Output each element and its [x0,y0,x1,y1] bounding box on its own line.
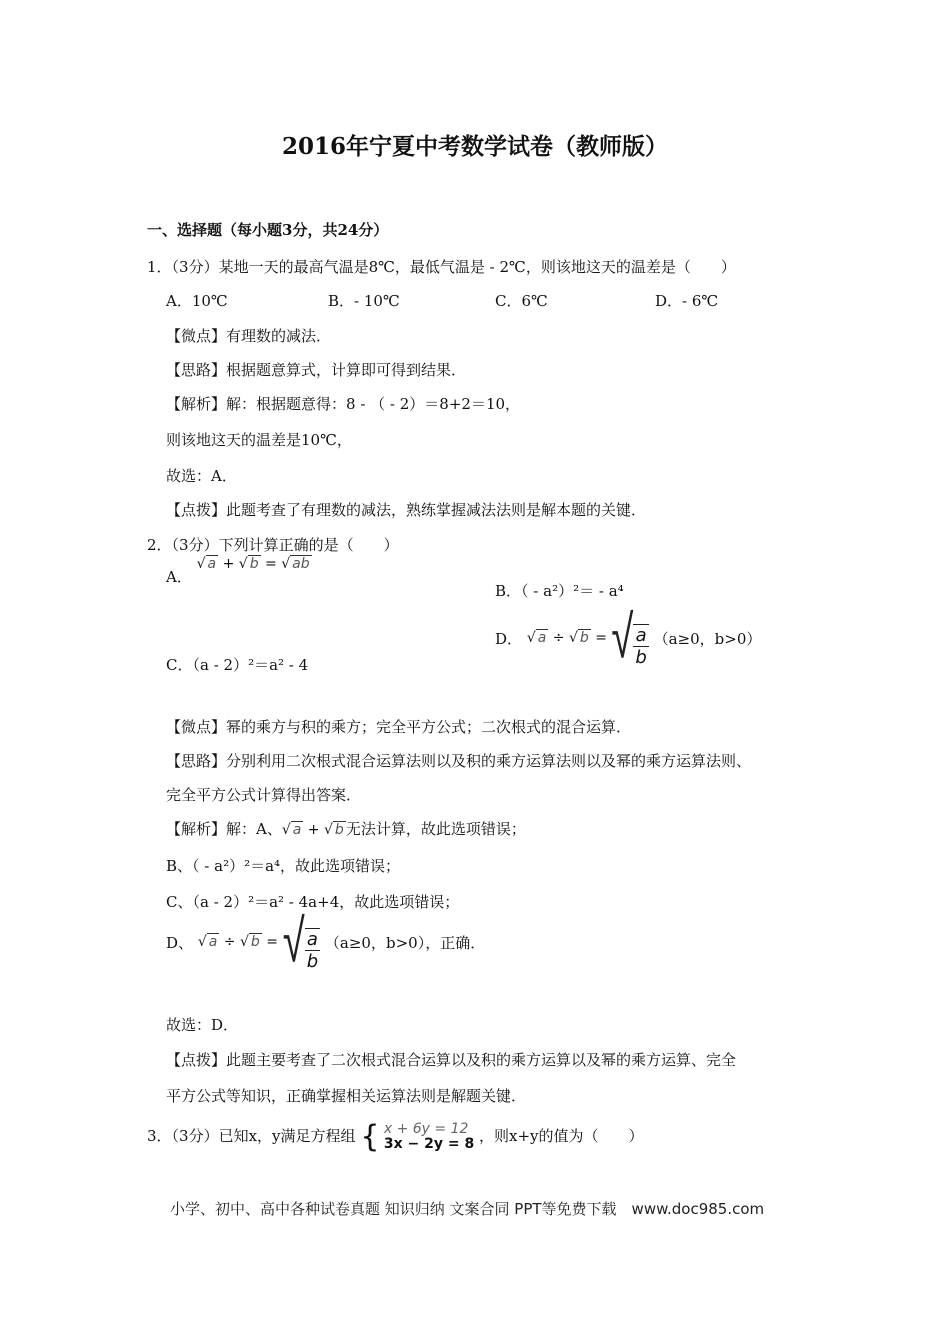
q1-weidian: 【微点】有理数的减法． [166,327,332,345]
q1-option-a: A．10℃ [166,292,228,310]
q2-stem: 2．（3分）下列计算正确的是（ ） [147,536,399,554]
q2-jiexi-d-prefix: D、 [166,934,194,952]
q1-stem: 1．（3分）某地一天的最高气温是8℃，最低气温是 - 2℃，则该地这天的温差是（ ） [147,258,736,276]
q3-equation-system: { x + 6y = 12 3x − 2y = 8 [360,1119,475,1155]
q2-jiexi-a-formula: √ a + √ b [281,822,344,838]
q1-silu: 【思路】根据题意算式，计算即可得到结果． [166,361,467,379]
document-title: 2016年宁夏中考数学试卷（教师版） [281,133,668,160]
q2-jiexi-d-formula: √ a ÷ √ b = [197,934,278,950]
q2-option-d-formula: √ a ÷ √ b = [526,630,612,646]
q1-jiexi-line1: 【解析】解：根据题意得：8 - （ - 2）＝8+2＝10， [166,395,521,413]
q1-option-d: D．- 6℃ [655,292,719,310]
q2-weidian: 【微点】幂的乘方与积的乘方；完全平方公式；二次根式的混合运算． [166,718,632,736]
q2-option-d-sqrt-fraction: √ $\frac{a}{b}$ [611,603,647,673]
q2-option-d [495,603,762,673]
q2-jiexi-a-prefix: 【解析】解：A、 [166,820,282,838]
q1-dianbo: 【点拨】此题考查了有理数的减法，熟练掌握减法法则是解本题的关键． [166,501,647,519]
q2-option-a [166,556,312,587]
q2-dianbo-line1: 【点拨】此题主要考查了二次根式混合运算以及积的乘方运算以及幂的乘方运算、完全 [166,1051,737,1069]
q2-option-a-formula: √ a + √ b = √ ab [196,556,310,572]
section-heading: 一、选择题（每小题3分，共24分） [147,221,389,239]
q3-stem [147,1119,644,1155]
q2-jiexi-c: C、（a - 2）²＝a² - 4a+4，故此选项错误； [166,893,460,911]
q3-equation-1: x + 6y = 12 [383,1121,469,1137]
q2-option-c: C．（a - 2）²＝a² - 4 [166,656,309,674]
q2-jiexi-a [166,818,526,839]
q2-jiexi-a-suffix: 无法计算，故此选项错误； [345,820,526,838]
q2-silu-line2: 完全平方公式计算得出答案． [166,786,362,804]
q1-answer: 故选：A． [166,467,237,485]
q1-option-c: C．6℃ [495,292,548,310]
q2-option-d-label: D． [495,630,523,648]
q3-stem-prefix: 3．（3分）已知x，y满足方程组 [147,1127,356,1145]
q1-option-b: B．- 10℃ [328,292,400,310]
q2-option-b: B．（ - a²）²＝ - a⁴ [495,582,624,600]
q2-jiexi-b: B、（ - a²）²＝a⁴，故此选项错误； [166,857,401,875]
q2-answer: 故选：D． [166,1016,239,1034]
q2-option-a-label: A． [166,568,192,586]
q2-jiexi-d-suffix: （a≥0，b>0），正确． [324,934,486,952]
q2-jiexi-d [166,907,486,977]
q2-silu-line1: 【思路】分别利用二次根式混合运算法则以及积的乘方运算法则以及幂的乘方运算法则、 [166,752,752,770]
q2-dianbo-line2: 平方公式等知识，正确掌握相关运算法则是解题关键． [166,1087,527,1105]
q3-stem-suffix: ，则x+y的值为（ ） [478,1127,644,1145]
q2-option-d-condition: （a≥0，b>0） [653,630,762,648]
q2-jiexi-d-sqrt-fraction: √ $\frac{a}{b}$ [282,907,319,977]
q3-equation-2: 3x − 2y = 8 [383,1136,475,1152]
q1-jiexi-line2: 则该地这天的温差是10℃， [166,431,352,449]
page-footer: 小学、初中、高中各种试卷真题 知识归纳 文案合同 PPT等免费下载 www.doc985.com [170,1200,765,1218]
